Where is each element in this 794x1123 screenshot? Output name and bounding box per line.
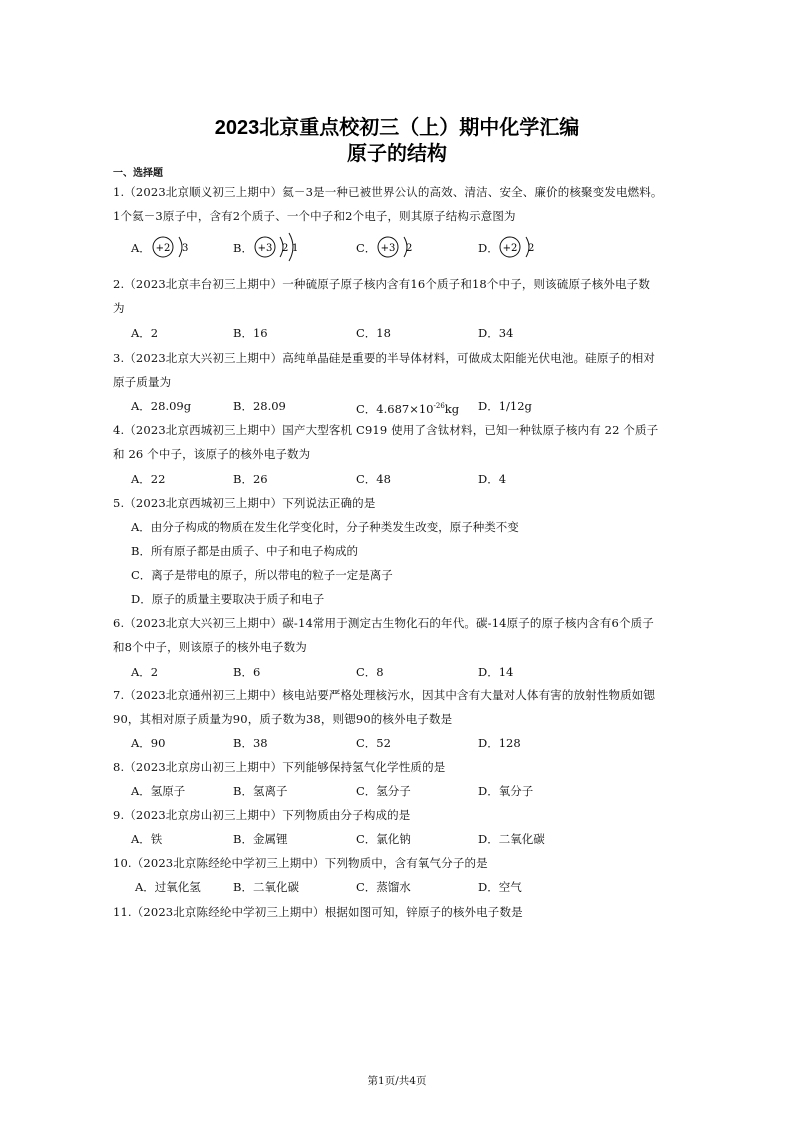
option-10c: C．蒸馏水 — [356, 880, 411, 894]
option-5d: D．原子的质量主要取决于质子和电子 — [131, 592, 325, 606]
svg-text:+3: +3 — [257, 243, 273, 254]
option-6c: C．8 — [356, 665, 384, 679]
option-5c: C．离子是带电的原子，所以带电的粒子一定是离子 — [131, 568, 393, 582]
option-4a: A．22 — [131, 472, 166, 486]
option-9b: B．金属锂 — [233, 832, 288, 846]
svg-text:2: 2 — [406, 243, 413, 254]
question-8-line-1: 8.（2023北京房山初三上期中）下列能够保持氢气化学性质的是 — [113, 760, 446, 774]
option-3a: A．28.09g — [131, 399, 192, 413]
option-2d: D．34 — [478, 326, 514, 340]
question-7-line-2: 90，其相对原子质量为90，质子数为38，则锶90的核外电子数是 — [113, 712, 453, 726]
option-10a: A．过氧化氢 — [135, 880, 201, 894]
option-8d: D．氧分子 — [478, 784, 534, 798]
svg-text:+2: +2 — [502, 243, 518, 254]
question-10-line-1: 10.（2023北京陈经纶中学初三上期中）下列物质中，含有氧气分子的是 — [113, 856, 488, 870]
question-3-line-1: 3.（2023北京大兴初三上期中）高纯单晶硅是重要的半导体材料，可做成太阳能光伏电池。硅原子的相对 — [113, 351, 656, 365]
option-8a: A．氢原子 — [131, 784, 186, 798]
page-title: 2023北京重点校初三（上）期中化学汇编 — [214, 117, 580, 139]
option-9a: A．铁 — [131, 832, 163, 846]
question-6-line-2: 和8个中子，则该原子的核外电子数为 — [113, 640, 307, 654]
option-8c: C．氢分子 — [356, 784, 411, 798]
page-subtitle: 原子的结构 — [347, 143, 447, 165]
option-6a: A．2 — [131, 665, 159, 679]
question-9-line-1: 9.（2023北京房山初三上期中）下列物质由分子构成的是 — [113, 808, 411, 822]
svg-text:1: 1 — [292, 243, 299, 254]
option-7c: C．52 — [356, 736, 391, 750]
option-3d: D．1/12g — [478, 399, 532, 413]
question-4-line-2: 和 26 个中子，该原子的核外电子数为 — [113, 447, 311, 461]
question-6-line-1: 6.（2023北京大兴初三上期中）碳-14常用于测定古生物化石的年代。碳-14原子的原子核内含有6个质子 — [113, 616, 654, 630]
svg-text:+3: +3 — [380, 243, 396, 254]
option-7d: D．128 — [478, 736, 521, 750]
page-footer: 第1页/共4页 — [367, 1075, 427, 1087]
question-1-line-1: 1.（2023北京顺义初三上期中）氦－3是一种已被世界公认的高效、清洁、安全、廉价的核聚变发电燃料。 — [113, 185, 663, 199]
option-2a: A．2 — [131, 326, 159, 340]
option-2b: B．16 — [233, 326, 268, 340]
svg-text:+2: +2 — [155, 243, 171, 254]
option-10b: B．二氧化碳 — [233, 880, 299, 894]
option-4b: B．26 — [233, 472, 268, 486]
svg-text:2: 2 — [282, 243, 289, 254]
option-5a: A．由分子构成的物质在发生化学变化时，分子种类发生改变，原子种类不变 — [131, 520, 519, 534]
svg-text:2: 2 — [528, 243, 535, 254]
question-7-line-1: 7.（2023北京通州初三上期中）核电站要严格处理核污水，因其中含有大量对人体有害的放射性物质如锶 — [113, 688, 656, 702]
option-10d: D．空气 — [478, 880, 522, 894]
question-1-line-2: 1个氦－3原子中，含有2个质子、一个中子和2个电子，则其原子结构示意图为 — [113, 209, 516, 223]
question-3-line-2: 原子质量为 — [113, 375, 172, 389]
option-7b: B．38 — [233, 736, 268, 750]
svg-text:3: 3 — [182, 243, 189, 254]
option-9c: C．氯化钠 — [356, 832, 411, 846]
question-2-line-1: 2.（2023北京丰台初三上期中）一种硫原子原子核内含有16个质子和18个中子，则该硫原子核外电子数 — [113, 277, 651, 291]
option-4c: C．48 — [356, 472, 391, 486]
option-5b: B．所有原子都是由质子、中子和电子构成的 — [131, 544, 358, 558]
question-4-line-1: 4.（2023北京西城初三上期中）国产大型客机 C919 使用了含钛材料，已知一种钛原子核内有 22 个质子 — [113, 423, 659, 437]
question-2-line-2: 为 — [113, 301, 125, 315]
question-5-line-1: 5.（2023北京西城初三上期中）下列说法正确的是 — [113, 496, 376, 510]
question-11-line-1: 11.（2023北京陈经纶中学初三上期中）根据如图可知，锌原子的核外电子数是 — [113, 905, 523, 919]
option-3c: C．$4.687\times 10^{-26}kg$ — [356, 401, 460, 416]
option-4d: D．4 — [478, 472, 507, 486]
option-8b: B．氢离子 — [233, 784, 288, 798]
option-3b: B．28.09 — [233, 399, 286, 413]
option-7a: A．90 — [131, 736, 166, 750]
option-2c: C．18 — [356, 326, 391, 340]
option-6d: D．14 — [478, 665, 514, 679]
option-9d: D．二氧化碳 — [478, 832, 545, 846]
option-6b: B．6 — [233, 665, 261, 679]
section-heading: 一、选择题 — [113, 168, 163, 179]
